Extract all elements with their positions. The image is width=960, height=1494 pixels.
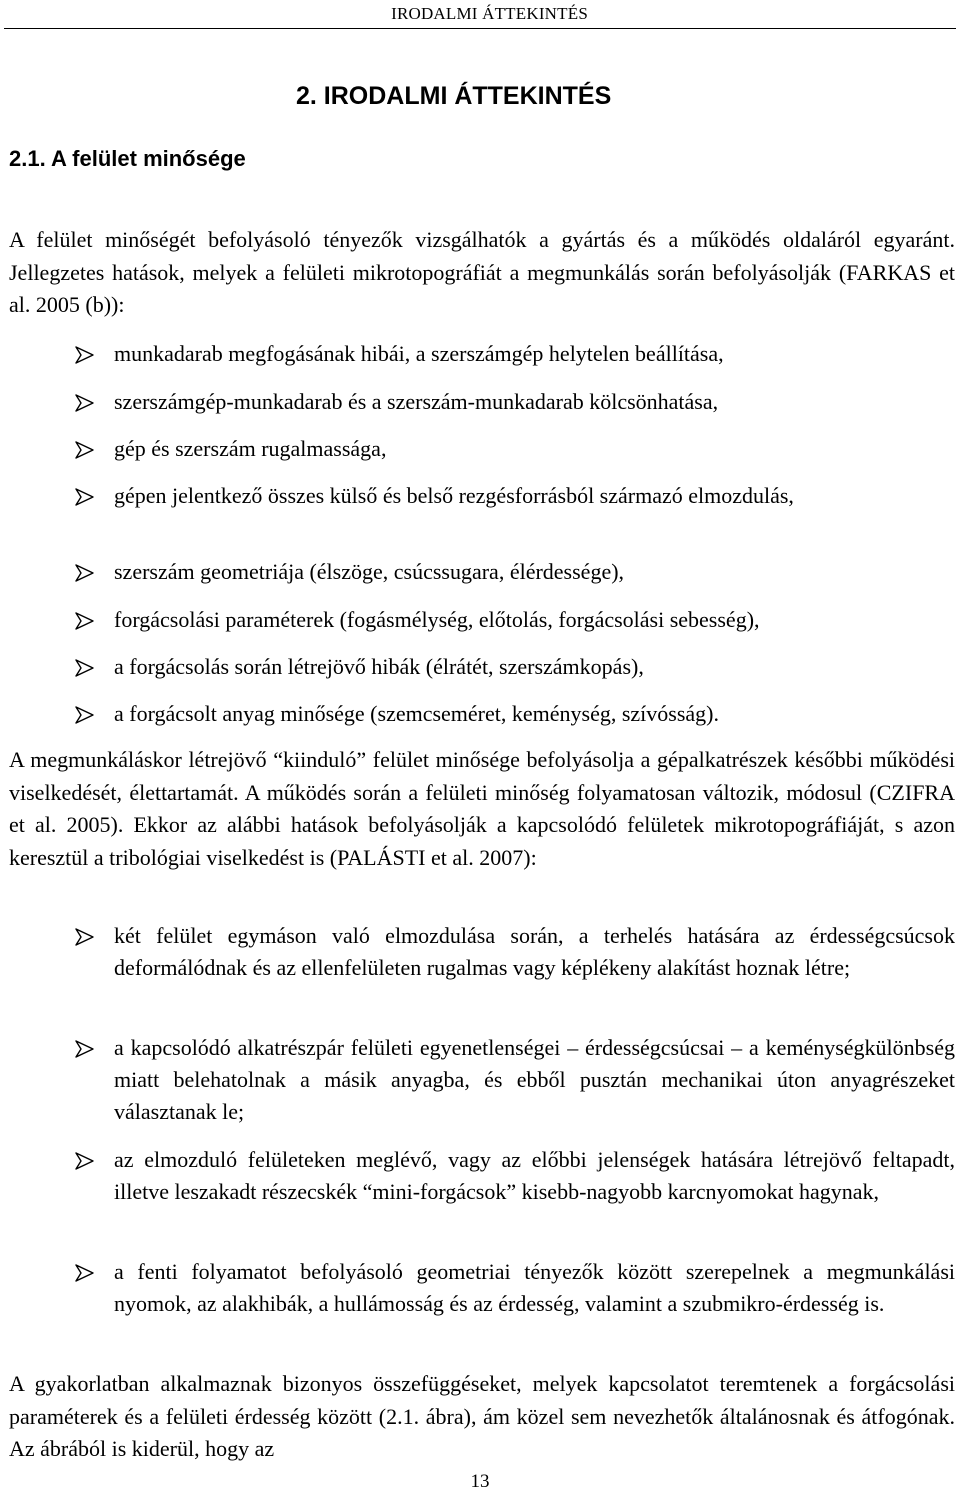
arrow-bullet-icon [75, 920, 97, 952]
running-header: IRODALMI ÁTTEKINTÉS [391, 4, 588, 23]
arrow-bullet-icon [75, 1032, 97, 1064]
arrow-bullet-icon [75, 1256, 97, 1288]
list-item-text: szerszám geometriája (élszöge, csúcssugara, élérdessége), [114, 559, 625, 584]
section-title: 2.1. A felület minősége [9, 146, 246, 171]
list-item-text: a fenti folyamatot befolyásoló geometriai tényezők között szerepelnek a megmunkálási nyomok, az alakhibák, a hullámosság és az érdesség, valamint a szubmikro-érdesség is. [114, 1259, 955, 1316]
paragraph-2: A megmunkáláskor létrejövő “kiinduló” felület minősége befolyásolja a gépalkatrészek későbbi működési viselkedését, élettartamát. A működés során a felületi minőség folyamatosan változik, módosul (CZIFRA et al. 2005). Ekkor az alábbi hatások befolyásolják a kapcsolódó felületek mikrotopográfiáját, s azon keresztül a tribológiai viselkedést is (PALÁSTI et al. 2007): [9, 747, 955, 870]
chapter-title: 2. IRODALMI ÁTTEKINTÉS [296, 82, 612, 110]
list-item-text: gépen jelentkező összes külső és belső rezgésforrásból származó elmozdulás, [114, 483, 794, 508]
header-rule [4, 28, 956, 29]
arrow-bullet-icon [75, 386, 97, 418]
list-item-text: forgácsolási paraméterek (fogásmélység, előtolás, forgácsolási sebesség), [114, 607, 760, 632]
arrow-bullet-icon [75, 338, 97, 370]
list-item-text: az elmozduló felületeken meglévő, vagy az előbbi jelenségek hatására létrejövő feltapadt, illetve leszakadt részecskék “mini-forgácsok” kisebb-nagyobb karcnyomokat hagynak, [114, 1147, 955, 1204]
paragraph-1: A felület minőségét befolyásoló tényezők vizsgálhatók a gyártás és a működés oldaláról egyaránt. Jellegzetes hatások, melyek a felületi mikrotopográfiát a megmunkálás során befolyásolják (FARKAS et al. 2005 (b)): [9, 227, 955, 317]
paragraph-3: A gyakorlatban alkalmaznak bizonyos összefüggéseket, melyek kapcsolatot teremtenek a forgácsolási paraméterek és a felületi érdesség között (2.1. ábra), ám közel sem nevezhetők általánosnak és átfogónak. Az ábrából is kiderül, hogy az [9, 1371, 955, 1461]
arrow-bullet-icon [75, 1144, 97, 1176]
page-number: 13 [470, 1471, 490, 1492]
list-item-text: két felület egymáson való elmozdulása során, a terhelés hatására az érdességcsúcsok deformálódnak és az ellenfelületen rugalmas vagy képlékeny alakítást hoznak létre; [114, 923, 955, 980]
arrow-bullet-icon [75, 433, 97, 465]
arrow-bullet-icon [75, 556, 97, 588]
list-item-text: szerszámgép-munkadarab és a szerszám-munkadarab kölcsönhatása, [114, 389, 719, 414]
arrow-bullet-icon [75, 604, 97, 636]
list-item-text: a forgácsolt anyag minősége (szemcseméret, keménység, szívósság). [114, 701, 719, 726]
list-item-text: a forgácsolás során létrejövő hibák (élrátét, szerszámkopás), [114, 654, 644, 679]
list-item-text: gép és szerszám rugalmassága, [114, 436, 387, 461]
arrow-bullet-icon [75, 480, 97, 512]
arrow-bullet-icon [75, 698, 97, 730]
list-item-text: munkadarab megfogásának hibái, a szerszámgép helytelen beállítása, [114, 341, 724, 366]
list-item-text: a kapcsolódó alkatrészpár felületi egyenetlenségei – érdességcsúcsai – a keménységkülönbség miatt belehatolnak a másik anyagba, és ebből pusztán mechanikai úton anyagrészeket választanak le; [114, 1035, 955, 1124]
arrow-bullet-icon [75, 651, 97, 683]
